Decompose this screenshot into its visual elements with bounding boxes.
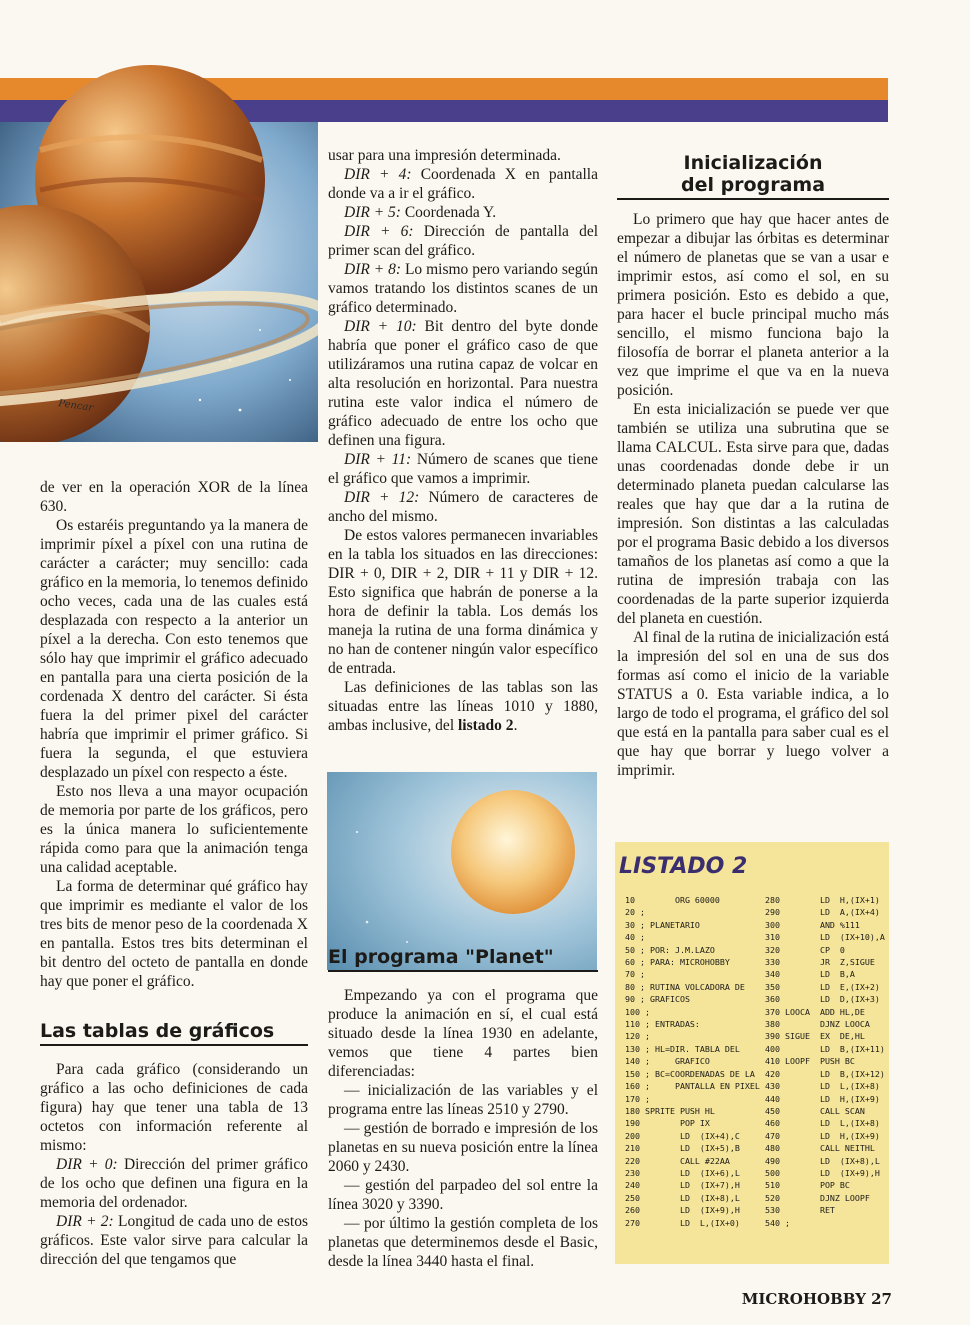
definition-text: Lo mismo pero variando según vamos tratando los distintos scanes de un gráfico determinado. bbox=[328, 261, 598, 316]
definition-dir11 bbox=[328, 450, 598, 488]
definition-label: DIR + 11: bbox=[344, 451, 412, 468]
definition-dir5 bbox=[328, 203, 598, 222]
code-listing-box bbox=[615, 842, 889, 1264]
definition-text: Coordenada Y. bbox=[400, 204, 497, 221]
definition-label: DIR + 6: bbox=[344, 223, 414, 240]
column-1 bbox=[40, 478, 308, 991]
paragraph-text: Las definiciones de las tablas son las situadas entre las líneas 1010 y 1880, ambas inclusive, del bbox=[328, 679, 598, 734]
paragraph: Para cada gráfico (considerando un gráfico a las ocho definiciones de cada figura) hay que tener una tabla de 13 octetos con información referente al mismo: bbox=[40, 1061, 308, 1154]
listado-reference: listado 2 bbox=[458, 717, 514, 734]
definition-text: Coordenada X en pantalla donde va a ir el gráfico. bbox=[328, 166, 598, 202]
list-item: — por último la gestión completa de los planetas que determinemos desde el Basic, desde la línea 3440 hasta el final. bbox=[328, 1215, 598, 1270]
definition-text: Dirección del primer gráfico de los ocho que definen una figura en la memoria del ordenador. bbox=[40, 1156, 308, 1211]
planets-illustration bbox=[0, 50, 318, 442]
definition-label: DIR + 10: bbox=[344, 318, 417, 335]
definition-dir6 bbox=[328, 222, 598, 260]
section-heading-planet: El programa "Planet" bbox=[328, 946, 598, 972]
definition-text: Número de caracteres de ancho del mismo. bbox=[328, 489, 598, 525]
paragraph: de ver en la operación XOR de la línea 630. bbox=[40, 479, 308, 515]
paragraph: usar para una impresión determinada. bbox=[328, 147, 561, 164]
sun-illustration bbox=[327, 772, 597, 970]
paragraph-end: . bbox=[513, 717, 518, 734]
paragraph: Al final de la rutina de inicialización está la impresión del sol en una de sus dos formas así como el inicio de la variable STATUS a 0. Esta variable indica, a lo largo de todo el programa, el gráfico del sol que está en la pantalla para saber cual es el que hay que borrar y luego volver a imprimir. bbox=[617, 629, 889, 779]
code-listing-right: 280 LD H,(IX+1) 290 LD A,(IX+4) 300 AND %111 310 LD (IX+10),A 320 CP 0 330 JR Z,SIGUE 340 LD B,A 350 LD E,(IX+2) 360 LD D,(IX+3) 370 LOOCA ADD HL,DE 380 DJNZ LOOCA 390 SIGUE EX DE,HL 400 LD B,(IX+11) 410 LOOPF PUSH BC 420 LD B,(IX+12) 430 LD L,(IX+8) 440 LD H,(IX+9) 450 CALL SCAN 460 LD L,(IX+8) 470 LD H,(IX+9) 480 CALL NEITHL 490 LD (IX+8),L 500 LD (IX+9),H 510 POP BC 520 DJNZ LOOPF 530 RET 540 ; bbox=[765, 895, 885, 1228]
definition-label: DIR + 5: bbox=[344, 204, 401, 221]
definition-text: Bit dentro del byte donde habría que poner el gráfico caso de que utilizáramos una rutina capaz de volcar en alta resolución en horizontal. Para nuestra rutina este valor indica el número de gráfico adecuado de entre los ocho que definen una figura. bbox=[328, 318, 598, 449]
artist-signature: Pencar bbox=[57, 398, 94, 414]
section-heading-tablas: Las tablas de gráficos bbox=[40, 1020, 308, 1046]
definition-text: Número de scanes que tiene el gráfico que vamos a imprimir. bbox=[328, 451, 598, 487]
definition-text: Dirección de pantalla del primer scan del gráfico. bbox=[328, 223, 599, 259]
heading-line: Inicialización bbox=[683, 152, 823, 174]
column-2 bbox=[328, 146, 598, 735]
code-listing-left: 10 ORG 60000 20 ; 30 ; PLANETARIO 40 ; 50 ; POR: J.M.LAZO 60 ; PARA: MICROHOBBY 70 ; 80 ; RUTINA VOLCADORA DE 90 ; GRAFICOS 100 ; 110 ; ENTRADAS: 120 ; 130 ; HL=DIR. TABLA DEL 140 ; GRAFICO 150 ; BC=COORDENADAS DE LA 160 ; PANTALLA EN PIXEL 170 ; 180 SPRITE PUSH HL 190 POP IX 200 LD (IX+4),C 210 LD (IX+5),B 220 CALL #22AA 230 LD (IX+6),L 240 LD (IX+7),H 250 LD (IX+8),L 260 LD (IX+9),H 270 LD L,(IX+0) bbox=[625, 895, 760, 1228]
definition-dir2 bbox=[40, 1212, 308, 1269]
column-2-lower bbox=[328, 986, 598, 1271]
definition-text: Longitud de cada uno de estos gráficos. Este valor sirve para calcular la dirección del que tengamos que bbox=[40, 1213, 308, 1268]
definition-label: DIR + 2: bbox=[56, 1213, 114, 1230]
definition-dir4 bbox=[328, 165, 598, 203]
paragraph: Esto nos lleva a una mayor ocupación de memoria por parte de los gráficos, pero es la única manera lo suficientemente rápida como para que la animación tenga una calidad aceptable. bbox=[40, 783, 308, 876]
column-1-continued bbox=[40, 1060, 308, 1269]
paragraph: La forma de determinar qué gráfico hay que imprimir es mediante el valor de los tres bits de menor peso de la coordenada X en pantalla. Estos tres bits determinan el bit dentro del octeto de pantalla en donde hay que poner el gráfico. bbox=[40, 878, 308, 990]
definition-dir10 bbox=[328, 317, 598, 450]
paragraph: Lo primero que hay que hacer antes de empezar a dibujar las órbitas es determinar el número de planetas que se van a usar e imprimir estos, así como el sol, en su primera posición. Esto es debido a que, para hacer el bucle principal mucho más sencillo, el mismo funciona bajo la filosofía de borrar el planeta anterior a la vez que imprime el que va en la nueva posición. bbox=[617, 211, 889, 399]
list-item: — gestión del parpadeo del sol entre la línea 3020 y 3390. bbox=[328, 1177, 598, 1213]
page-footer: MICROHOBBY 27 bbox=[741, 1290, 892, 1308]
list-item: — gestión de borrado e impresión de los planetas en su nueva posición entre la línea 2060 y 2430. bbox=[328, 1120, 598, 1175]
list-item: — inicialización de las variables y el programa entre las líneas 2510 y 2790. bbox=[328, 1082, 598, 1118]
paragraph: En esta inicialización se puede ver que también se utiliza una subrutina que se llama CALCUL. Esta sirve para que, dadas unas coordenadas donde debe ir un determinado planeta puedan calcularse las reales que hay que dar a la rutina de impresión. Son distintas a las calculadas por el programa Basic debido a los diversos tamaños de los planetas así como a que la rutina de impresión trabaja con las coordenadas de la parte superior izquierda del planeta en cuestión. bbox=[617, 401, 889, 627]
paragraph: De estos valores permanecen invariables en la tabla los situados en las direcciones: DIR + 0, DIR + 2, DIR + 11 y DIR + 12. Esto significa que habrán de ponerse a la hora de definir la tabla. Los demás los maneja la rutina de una forma dinámica y no han de contener ningún valor específico de entrada. bbox=[328, 527, 598, 677]
listing-title: LISTADO 2 bbox=[619, 854, 748, 879]
definition-label: DIR + 8: bbox=[344, 261, 402, 278]
definition-label: DIR + 0: bbox=[56, 1156, 118, 1173]
column-3 bbox=[617, 210, 889, 780]
definition-label: DIR + 12: bbox=[344, 489, 420, 506]
definition-dir8 bbox=[328, 260, 598, 317]
paragraph-listado-ref bbox=[328, 678, 598, 735]
definition-dir0 bbox=[40, 1155, 308, 1212]
definition-dir12 bbox=[328, 488, 598, 526]
paragraph: Os estaréis preguntando ya la manera de imprimir píxel a píxel con una rutina de carácter a carácter; muy sencillo: cada gráfico en la memoria, lo tenemos definido ocho veces, cada una de las cuales está desplazada con respecto a la anterior un píxel a la derecha. Con esto tenemos que sólo hay que imprimir el gráfico adecuado en pantalla para una cierta posición de la cordenada X dentro del carácter. Si ésta fuera la del primer pixel del carácter habría que imprimir el primer gráfico. Si fuera la segunda, el que estuviera desplazado un píxel con respecto a éste. bbox=[40, 517, 308, 781]
heading-line: del programa bbox=[680, 174, 826, 196]
section-heading-inicializacion bbox=[617, 152, 889, 200]
paragraph: Empezando ya con el programa que produce la animación en sí, el cual está situado desde la línea 1930 en adelante, vemos que tiene 4 partes bien diferenciadas: bbox=[328, 987, 598, 1080]
definition-label: DIR + 4: bbox=[344, 166, 412, 183]
